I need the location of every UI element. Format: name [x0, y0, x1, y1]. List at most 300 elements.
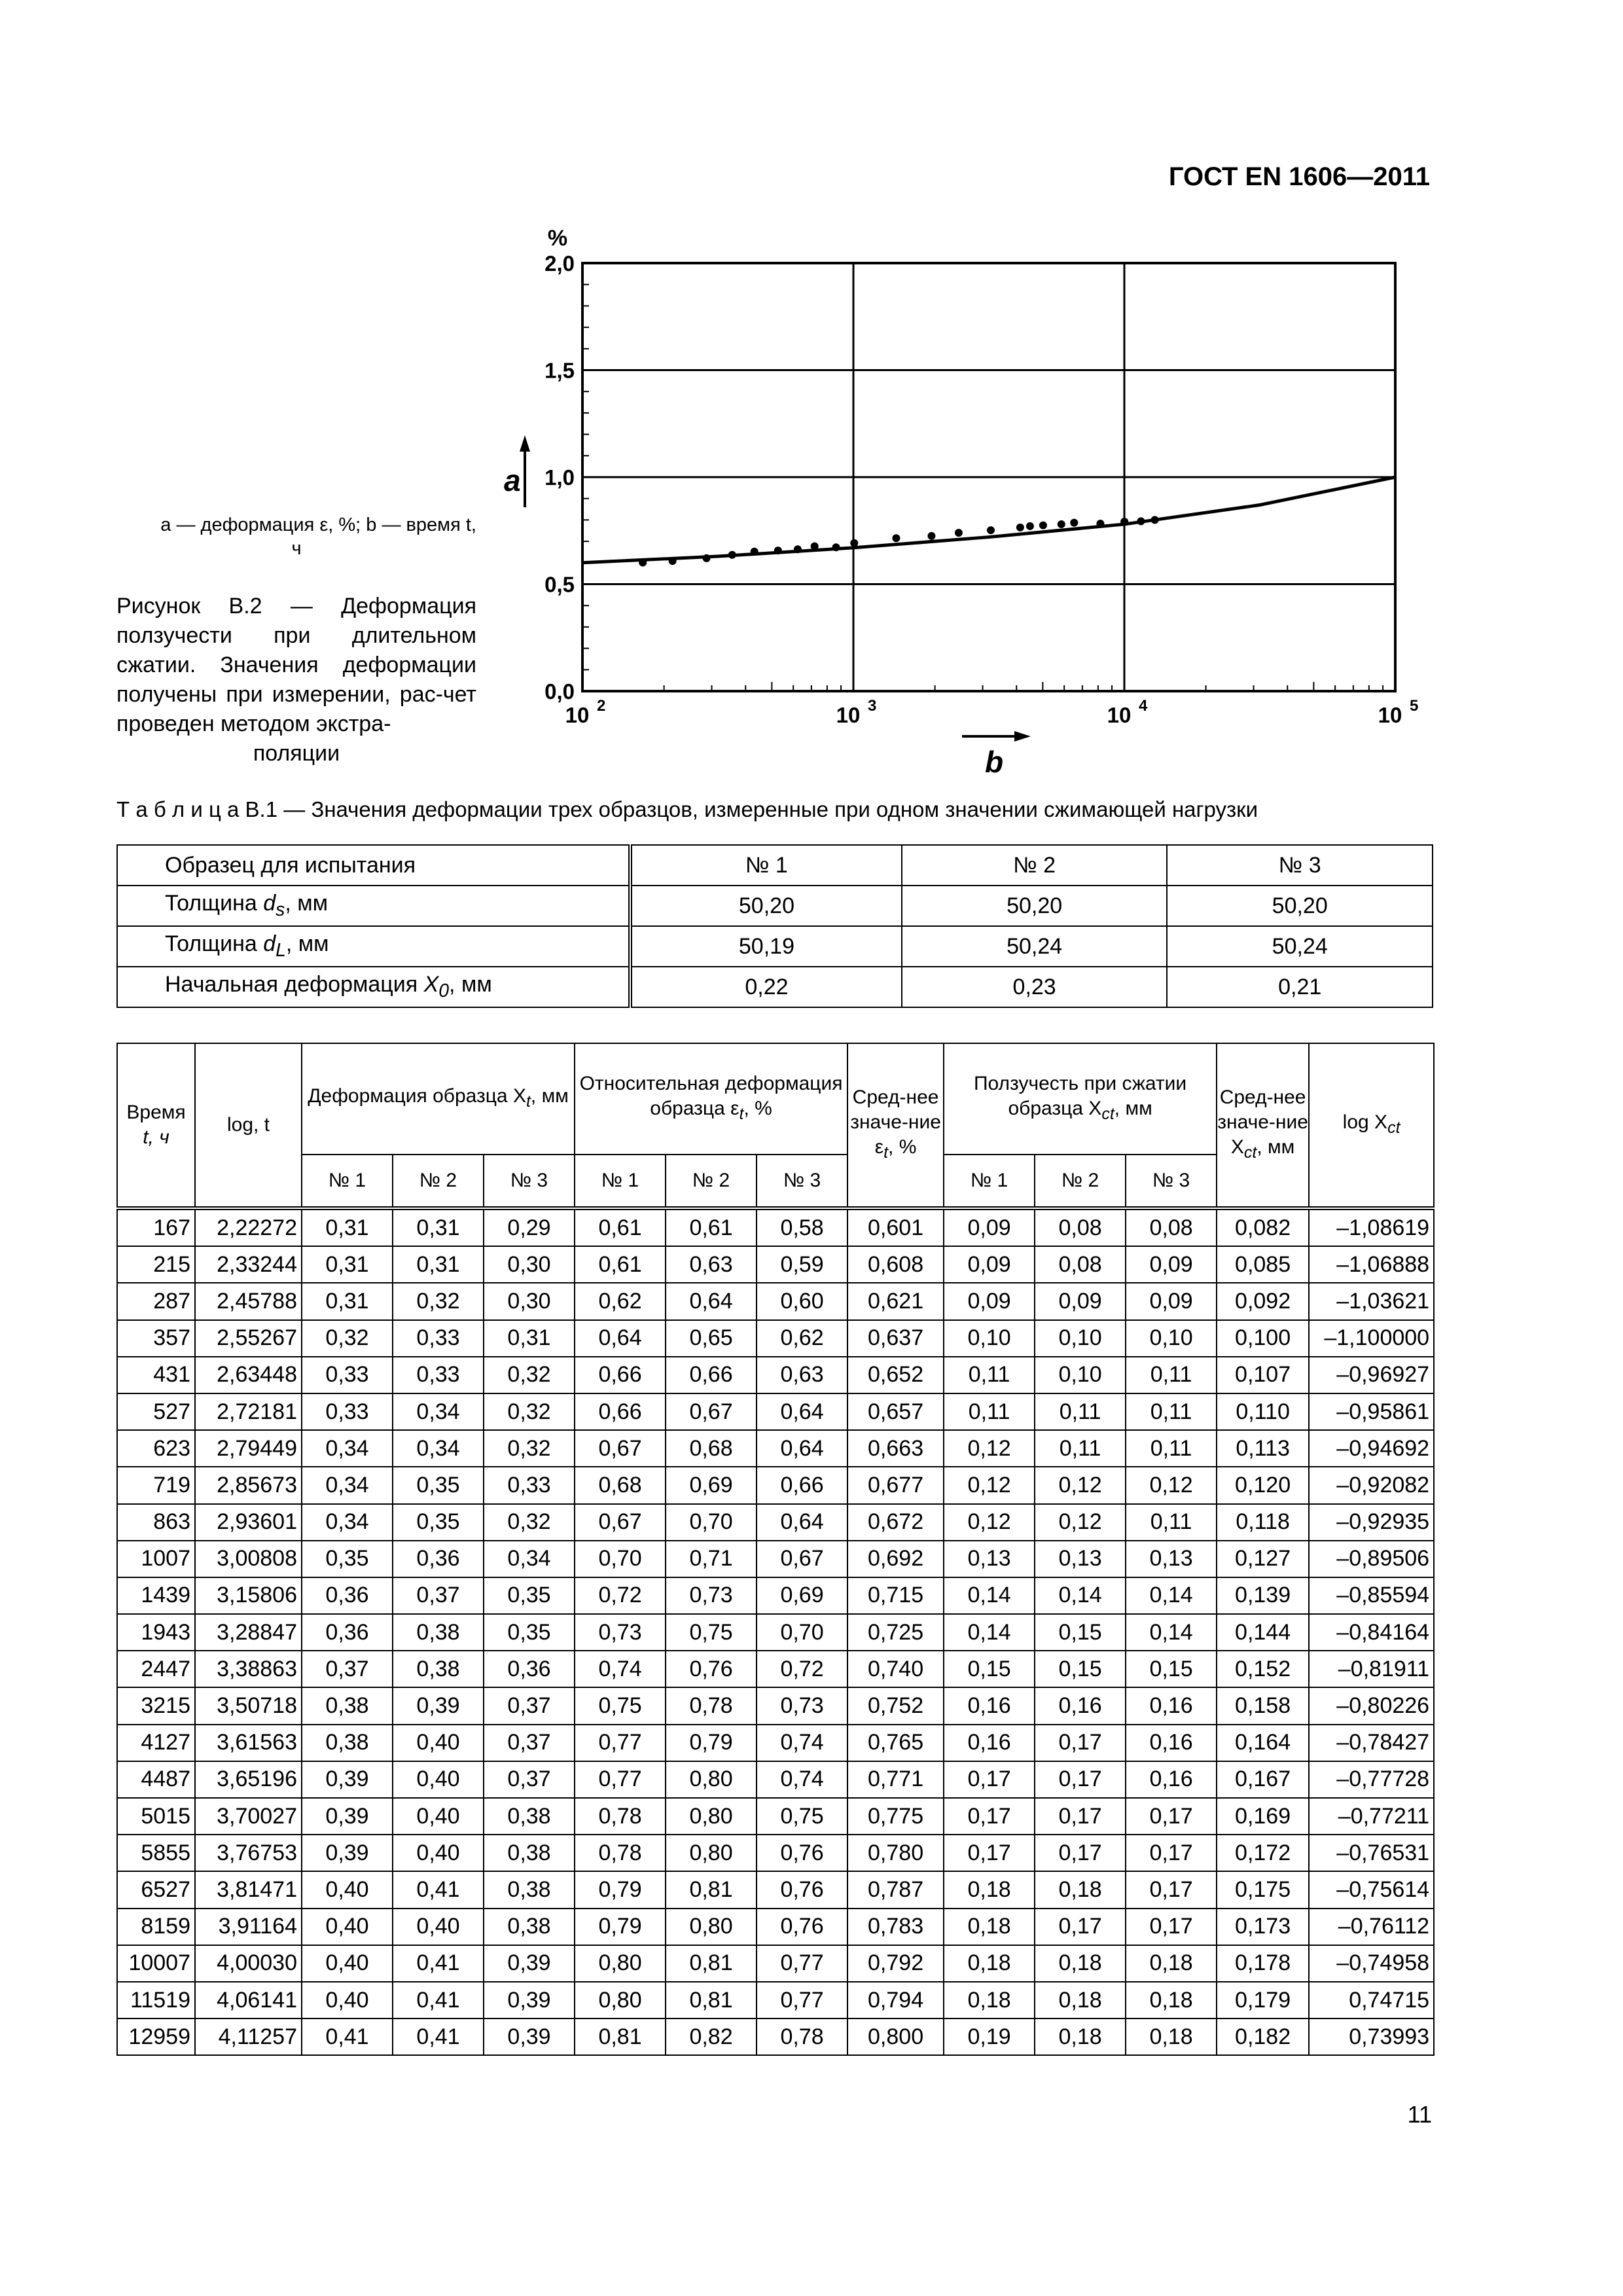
table-row: [117, 1687, 1434, 1724]
table-cell: 0,31: [302, 1246, 393, 1283]
table-row: [117, 1467, 1434, 1503]
table-cell: 0,17: [1126, 1798, 1217, 1835]
table-cell: 0,63: [757, 1357, 847, 1393]
data-points: [639, 516, 1158, 566]
figure-legend: [116, 513, 476, 560]
table-cell: 0,67: [575, 1430, 666, 1467]
table-cell: 0,66: [575, 1357, 666, 1393]
data-point: [892, 534, 900, 542]
table-cell: 0,72: [575, 1577, 666, 1614]
table-cell: 0,35: [302, 1541, 393, 1577]
caption-tail: поляции: [253, 741, 340, 766]
table-cell: 0,18: [1035, 2018, 1126, 2055]
table-cell: 0,66: [575, 1393, 666, 1430]
table-cell: 0,18: [1126, 1982, 1217, 2018]
table-cell: 1007: [117, 1541, 195, 1577]
table-cell: –0,81911: [1309, 1651, 1434, 1687]
table-cell: 0,32: [484, 1393, 575, 1430]
table-cell: 0,17: [1035, 1909, 1126, 1945]
col-logt-header: log, t: [195, 1043, 302, 1208]
table-cell: 0,608: [847, 1246, 944, 1283]
table-cell: 0,35: [484, 1577, 575, 1614]
table-row: [117, 1246, 1434, 1283]
table-cell: 5015: [117, 1798, 195, 1835]
table-cell: 0,17: [944, 1835, 1035, 1871]
table-cell: 10007: [117, 1945, 195, 1982]
creep-data-table: [116, 1043, 1435, 2056]
table-cell: 0,794: [847, 1982, 944, 2018]
x-tick-exponent: 3: [868, 697, 877, 715]
table-cell: 0,182: [1217, 2018, 1309, 2055]
x-axis-letter: b: [985, 745, 1004, 779]
table-cell: 0,663: [847, 1430, 944, 1467]
table-cell: 0,70: [575, 1541, 666, 1577]
data-point: [850, 539, 858, 547]
table-cell: 0,12: [1035, 1467, 1126, 1503]
table-cell: 0,34: [484, 1541, 575, 1577]
table-cell: 0,39: [302, 1798, 393, 1835]
table-cell: 0,67: [757, 1541, 847, 1577]
table-cell: 0,13: [1126, 1541, 1217, 1577]
table-cell: 0,40: [302, 1982, 393, 2018]
table-cell: 0,18: [944, 1871, 1035, 1908]
table-cell: 0,34: [302, 1504, 393, 1541]
table-cell: 0,175: [1217, 1871, 1309, 1908]
col-logx-header: $\log X_{ct}$: [1309, 1043, 1434, 1208]
table-cell: 431: [117, 1357, 195, 1393]
table-cell: 0,17: [1126, 1835, 1217, 1871]
table-cell: 0,32: [484, 1430, 575, 1467]
table-cell: 0,09: [944, 1283, 1035, 1319]
table-cell: 3,50718: [195, 1687, 302, 1724]
table-cell: 0,40: [393, 1835, 484, 1871]
specimen-table: [116, 844, 1433, 1008]
table-cell: 0,38: [302, 1725, 393, 1761]
table-cell: 0,71: [666, 1541, 757, 1577]
table-cell: 0,64: [757, 1430, 847, 1467]
table-cell: 0,17: [1035, 1798, 1126, 1835]
x-tick-label: 10: [836, 703, 861, 727]
caption-main: Рисунок В.2 — Деформация ползучести при длительном сжатии. Значения деформации получены при измерении, рас-чет проведен методом экстра-: [116, 594, 476, 736]
table-cell: 0,178: [1217, 1945, 1309, 1982]
table-cell: 0,34: [393, 1430, 484, 1467]
table-cell: 0,092: [1217, 1283, 1309, 1319]
table-cell: 3,70027: [195, 1798, 302, 1835]
x-tick-label: 10: [1378, 703, 1402, 727]
data-point: [811, 543, 819, 550]
table-cell: 0,167: [1217, 1761, 1309, 1798]
table-cell: 0,18: [944, 1909, 1035, 1945]
table-cell: 0,64: [757, 1504, 847, 1541]
table-cell: 0,39: [302, 1761, 393, 1798]
table-cell: 0,81: [666, 1871, 757, 1908]
table-cell: 0,41: [393, 1982, 484, 2018]
table-cell: 0,172: [1217, 1835, 1309, 1871]
table-cell: 0,780: [847, 1835, 944, 1871]
table-cell: 0,39: [484, 1982, 575, 2018]
table-cell: 0,30: [484, 1283, 575, 1319]
table-cell: 3,76753: [195, 1835, 302, 1871]
table-cell: 50,19: [630, 926, 902, 967]
table-cell: 3,61563: [195, 1725, 302, 1761]
table-row: [117, 1761, 1434, 1798]
subhead-n3: № 3: [1126, 1155, 1217, 1208]
data-point: [832, 543, 840, 551]
x-tick-label: 10: [565, 703, 590, 727]
table-cell: 0,38: [393, 1614, 484, 1651]
x-tick-exponent: 4: [1139, 697, 1148, 715]
table-cell: 2,93601: [195, 1504, 302, 1541]
y-tick-label: 0,0: [544, 679, 575, 704]
table-cell: 0,41: [393, 2018, 484, 2055]
table-cell: 50,20: [1167, 886, 1433, 926]
table-cell: 0,10: [1035, 1320, 1126, 1357]
table-cell: 0,18: [1035, 1982, 1126, 2018]
table-cell: –0,77211: [1309, 1798, 1434, 1835]
table-cell: 0,21: [1167, 967, 1433, 1007]
table-cell: 0,36: [302, 1577, 393, 1614]
table-cell: 0,36: [302, 1614, 393, 1651]
table-cell: 0,34: [393, 1393, 484, 1430]
table-cell: 0,31: [393, 1208, 484, 1246]
table-cell: 0,31: [484, 1320, 575, 1357]
table-cell: 50,20: [902, 886, 1168, 926]
table-cell: 0,41: [393, 1871, 484, 1908]
table-cell: 0,12: [1035, 1504, 1126, 1541]
table-cell: –0,80226: [1309, 1687, 1434, 1724]
table-cell: 0,14: [1126, 1577, 1217, 1614]
table-cell: 0,74: [757, 1761, 847, 1798]
table-row: [117, 1835, 1434, 1871]
table-cell: –0,78427: [1309, 1725, 1434, 1761]
table-row: [117, 1357, 1434, 1393]
data-point: [751, 548, 758, 556]
table-cell: 2,85673: [195, 1467, 302, 1503]
table-cell: 0,76: [757, 1909, 847, 1945]
table-cell: 0,158: [1217, 1687, 1309, 1724]
data-point: [1026, 522, 1034, 530]
data-point: [1120, 518, 1128, 526]
table-cell: –1,03621: [1309, 1283, 1434, 1319]
col-deformation-header: Деформация образца $X_t$, мм: [302, 1043, 575, 1155]
table-cell: 623: [117, 1430, 195, 1467]
row-label: Образец для испытания: [117, 845, 630, 886]
table-cell: 0,10: [1035, 1357, 1126, 1393]
table-row: [117, 845, 1433, 886]
data-point: [987, 526, 995, 534]
table-cell: –0,74958: [1309, 1945, 1434, 1982]
table-cell: 0,65: [666, 1320, 757, 1357]
y-tick-label: 1,5: [544, 358, 575, 383]
table-cell: 0,30: [484, 1246, 575, 1283]
table-cell: 50,24: [902, 926, 1168, 967]
table-cell: 0,677: [847, 1467, 944, 1503]
col-mean-eps-header: Сред-нее значе-ние $\varepsilon_t$, %: [847, 1043, 944, 1208]
subhead-n3: № 3: [757, 1155, 847, 1208]
table-row: [117, 1725, 1434, 1761]
table-cell: 0,16: [944, 1725, 1035, 1761]
data-point: [639, 558, 647, 566]
table-cell: 0,37: [393, 1577, 484, 1614]
table-cell: 2,22272: [195, 1208, 302, 1246]
col-relative-deformation-header: Относительная деформация образца $\varepsilon_t$, %: [575, 1043, 847, 1155]
table-cell: 167: [117, 1208, 195, 1246]
table-cell: 0,66: [666, 1357, 757, 1393]
table-cell: –1,08619: [1309, 1208, 1434, 1246]
x-tick-label: 10: [1107, 703, 1132, 727]
table-cell: 0,39: [302, 1835, 393, 1871]
table-cell: 0,715: [847, 1577, 944, 1614]
data-point: [1096, 520, 1104, 528]
table-cell: 527: [117, 1393, 195, 1430]
data-point: [1137, 517, 1145, 525]
table-cell: –0,76531: [1309, 1835, 1434, 1871]
table-cell: 0,09: [1126, 1246, 1217, 1283]
table-cell: 0,17: [1035, 1725, 1126, 1761]
table-row: [117, 1504, 1434, 1541]
table-cell: 0,40: [393, 1909, 484, 1945]
table-cell: 0,78: [757, 2018, 847, 2055]
table-cell: 0,11: [1035, 1393, 1126, 1430]
table-cell: –1,100000: [1309, 1320, 1434, 1357]
y-unit-label: %: [547, 226, 568, 251]
table-row: [117, 1577, 1434, 1614]
table-cell: 0,66: [757, 1467, 847, 1503]
table-cell: 0,29: [484, 1208, 575, 1246]
table-cell: 0,12: [1126, 1467, 1217, 1503]
table-cell: 0,792: [847, 1945, 944, 1982]
table-row: [117, 1320, 1434, 1357]
table-cell: 0,37: [484, 1761, 575, 1798]
table-cell: 2,63448: [195, 1357, 302, 1393]
data-point: [703, 554, 711, 562]
data-point: [794, 545, 802, 553]
table-cell: 0,63: [666, 1246, 757, 1283]
table-cell: 0,40: [302, 1945, 393, 1982]
data-point: [1070, 519, 1078, 527]
table-cell: 2,33244: [195, 1246, 302, 1283]
table-cell: 0,17: [944, 1798, 1035, 1835]
table-cell: 0,73: [575, 1614, 666, 1651]
table-cell: 0,100: [1217, 1320, 1309, 1357]
table-cell: 0,75: [666, 1614, 757, 1651]
table-cell: 0,783: [847, 1909, 944, 1945]
table-cell: 1439: [117, 1577, 195, 1614]
table-cell: 11519: [117, 1982, 195, 2018]
table-cell: 0,12: [944, 1430, 1035, 1467]
table-cell: 0,62: [575, 1283, 666, 1319]
table-cell: 0,69: [757, 1577, 847, 1614]
fit-curve: [582, 477, 1395, 563]
table-cell: 0,37: [484, 1687, 575, 1724]
col-mean-x-header: Сред-нее значе-ние $X_{ct}$, мм: [1217, 1043, 1309, 1208]
table-cell: 0,164: [1217, 1725, 1309, 1761]
table-cell: 0,41: [393, 1945, 484, 1982]
table-cell: 0,80: [666, 1761, 757, 1798]
table-row: [117, 1541, 1434, 1577]
data-point: [1058, 520, 1065, 528]
table-cell: 0,17: [1126, 1871, 1217, 1908]
table-cell: –0,94692: [1309, 1430, 1434, 1467]
table-cell: 0,12: [944, 1467, 1035, 1503]
table-cell: 2,72181: [195, 1393, 302, 1430]
table-cell: 0,18: [1035, 1945, 1126, 1982]
table-row: [117, 1430, 1434, 1467]
table-cell: 3,00808: [195, 1541, 302, 1577]
table-row: [117, 967, 1433, 1007]
table-cell: 0,17: [1035, 1761, 1126, 1798]
table-cell: –0,76112: [1309, 1909, 1434, 1945]
table-cell: 0,61: [575, 1208, 666, 1246]
table-cell: 0,652: [847, 1357, 944, 1393]
table-cell: 0,68: [666, 1430, 757, 1467]
table-cell: 0,752: [847, 1687, 944, 1724]
table-cell: 0,75: [575, 1687, 666, 1724]
data-point: [1039, 522, 1047, 529]
table-cell: 0,73993: [1309, 2018, 1434, 2055]
table-row: [117, 1651, 1434, 1687]
legend-line: a — деформация ε, %; b — время t,: [160, 514, 476, 535]
table-cell: 0,39: [393, 1687, 484, 1724]
table-cell: 2,79449: [195, 1430, 302, 1467]
table-cell: 0,672: [847, 1504, 944, 1541]
table-cell: 0,18: [1035, 1871, 1126, 1908]
data-point: [927, 532, 935, 540]
table-row: [117, 2018, 1434, 2055]
table-cell: 0,61: [575, 1246, 666, 1283]
table-cell: 0,35: [484, 1614, 575, 1651]
subhead-n1: № 1: [944, 1155, 1035, 1208]
table-cell: 0,40: [393, 1761, 484, 1798]
table-cell: –0,89506: [1309, 1541, 1434, 1577]
table-cell: –0,84164: [1309, 1614, 1434, 1651]
table-cell: 12959: [117, 2018, 195, 2055]
table-cell: 0,085: [1217, 1246, 1309, 1283]
table-cell: 0,179: [1217, 1982, 1309, 2018]
table-cell: 0,16: [944, 1687, 1035, 1724]
table-cell: 0,80: [575, 1945, 666, 1982]
table-cell: 0,74: [757, 1725, 847, 1761]
table-cell: 0,81: [666, 1982, 757, 2018]
table-cell: –0,77728: [1309, 1761, 1434, 1798]
table-cell: 3,91164: [195, 1909, 302, 1945]
x-tick-exponent: 5: [1410, 697, 1419, 715]
table-cell: 0,139: [1217, 1577, 1309, 1614]
table-cell: 215: [117, 1246, 195, 1283]
table-row: [117, 886, 1433, 926]
table-cell: 0,81: [575, 2018, 666, 2055]
table-cell: 0,32: [484, 1504, 575, 1541]
table-cell: 0,110: [1217, 1393, 1309, 1430]
table-cell: 0,75: [757, 1798, 847, 1835]
table-cell: 0,15: [1035, 1614, 1126, 1651]
table-cell: 0,15: [1126, 1651, 1217, 1687]
table-cell: 0,37: [484, 1725, 575, 1761]
table-row: [117, 926, 1433, 967]
y-tick-label: 0,5: [544, 572, 575, 597]
table-cell: 287: [117, 1283, 195, 1319]
y-axis-arrowhead: [520, 435, 530, 452]
table-cell: 0,637: [847, 1320, 944, 1357]
table-cell: 0,38: [484, 1835, 575, 1871]
table-cell: 719: [117, 1467, 195, 1503]
table-cell: 0,10: [944, 1320, 1035, 1357]
figure-caption: [116, 592, 476, 768]
table-cell: 0,113: [1217, 1430, 1309, 1467]
table-cell: 0,18: [944, 1982, 1035, 2018]
document-header: ГОСТ EN 1606—2011: [1168, 162, 1430, 191]
table-cell: 4127: [117, 1725, 195, 1761]
table-cell: 0,601: [847, 1208, 944, 1246]
table-cell: 0,40: [393, 1725, 484, 1761]
table-cell: 0,36: [484, 1651, 575, 1687]
table-cell: 0,38: [484, 1871, 575, 1908]
table-cell: 0,41: [302, 2018, 393, 2055]
table-cell: 0,31: [302, 1283, 393, 1319]
table-cell: 0,621: [847, 1283, 944, 1319]
table-cell: –0,92935: [1309, 1504, 1434, 1541]
table-cell: 0,78: [666, 1687, 757, 1724]
table-cell: 0,15: [1035, 1651, 1126, 1687]
y-tick-labels: [544, 251, 575, 704]
table-cell: 0,18: [944, 1945, 1035, 1982]
table-cell: 0,40: [393, 1798, 484, 1835]
data-point: [955, 529, 963, 537]
table-cell: 0,70: [757, 1614, 847, 1651]
table-cell: 3215: [117, 1687, 195, 1724]
table-cell: –1,06888: [1309, 1246, 1434, 1283]
table-cell: 0,37: [302, 1651, 393, 1687]
table-cell: 0,16: [1126, 1761, 1217, 1798]
table-cell: № 2: [902, 845, 1168, 886]
table-cell: 0,36: [393, 1541, 484, 1577]
table-cell: 0,80: [666, 1909, 757, 1945]
table-row: [117, 1208, 1434, 1246]
table-cell: 0,23: [902, 967, 1168, 1007]
table-cell: 0,79: [666, 1725, 757, 1761]
table-cell: 3,65196: [195, 1761, 302, 1798]
table-cell: 0,79: [575, 1871, 666, 1908]
table-cell: 0,72: [757, 1651, 847, 1687]
table-cell: 0,67: [575, 1504, 666, 1541]
table-cell: 0,76: [757, 1835, 847, 1871]
table-cell: 0,73: [757, 1687, 847, 1724]
table-cell: 0,11: [944, 1393, 1035, 1430]
table-cell: 0,62: [757, 1320, 847, 1357]
table-cell: 2,55267: [195, 1320, 302, 1357]
table-cell: 0,17: [1126, 1909, 1217, 1945]
table-row: [117, 1909, 1434, 1945]
table-cell: 0,09: [944, 1208, 1035, 1246]
page-number: 11: [1407, 2101, 1432, 2128]
table-cell: 3,81471: [195, 1871, 302, 1908]
table-row: [117, 1283, 1434, 1319]
table-cell: 0,14: [944, 1577, 1035, 1614]
table-cell: 0,68: [575, 1467, 666, 1503]
table-cell: 0,76: [757, 1871, 847, 1908]
chart-grid: [582, 263, 1395, 691]
table-cell: 0,173: [1217, 1909, 1309, 1945]
table-cell: 0,13: [1035, 1541, 1126, 1577]
x-tick-labels: [565, 697, 1419, 727]
table-cell: 0,14: [944, 1614, 1035, 1651]
table-cell: 0,725: [847, 1614, 944, 1651]
data-point: [1151, 516, 1159, 524]
data-point: [728, 551, 736, 559]
table-cell: 0,32: [302, 1320, 393, 1357]
table-cell: 0,64: [575, 1320, 666, 1357]
subhead-n1: № 1: [302, 1155, 393, 1208]
